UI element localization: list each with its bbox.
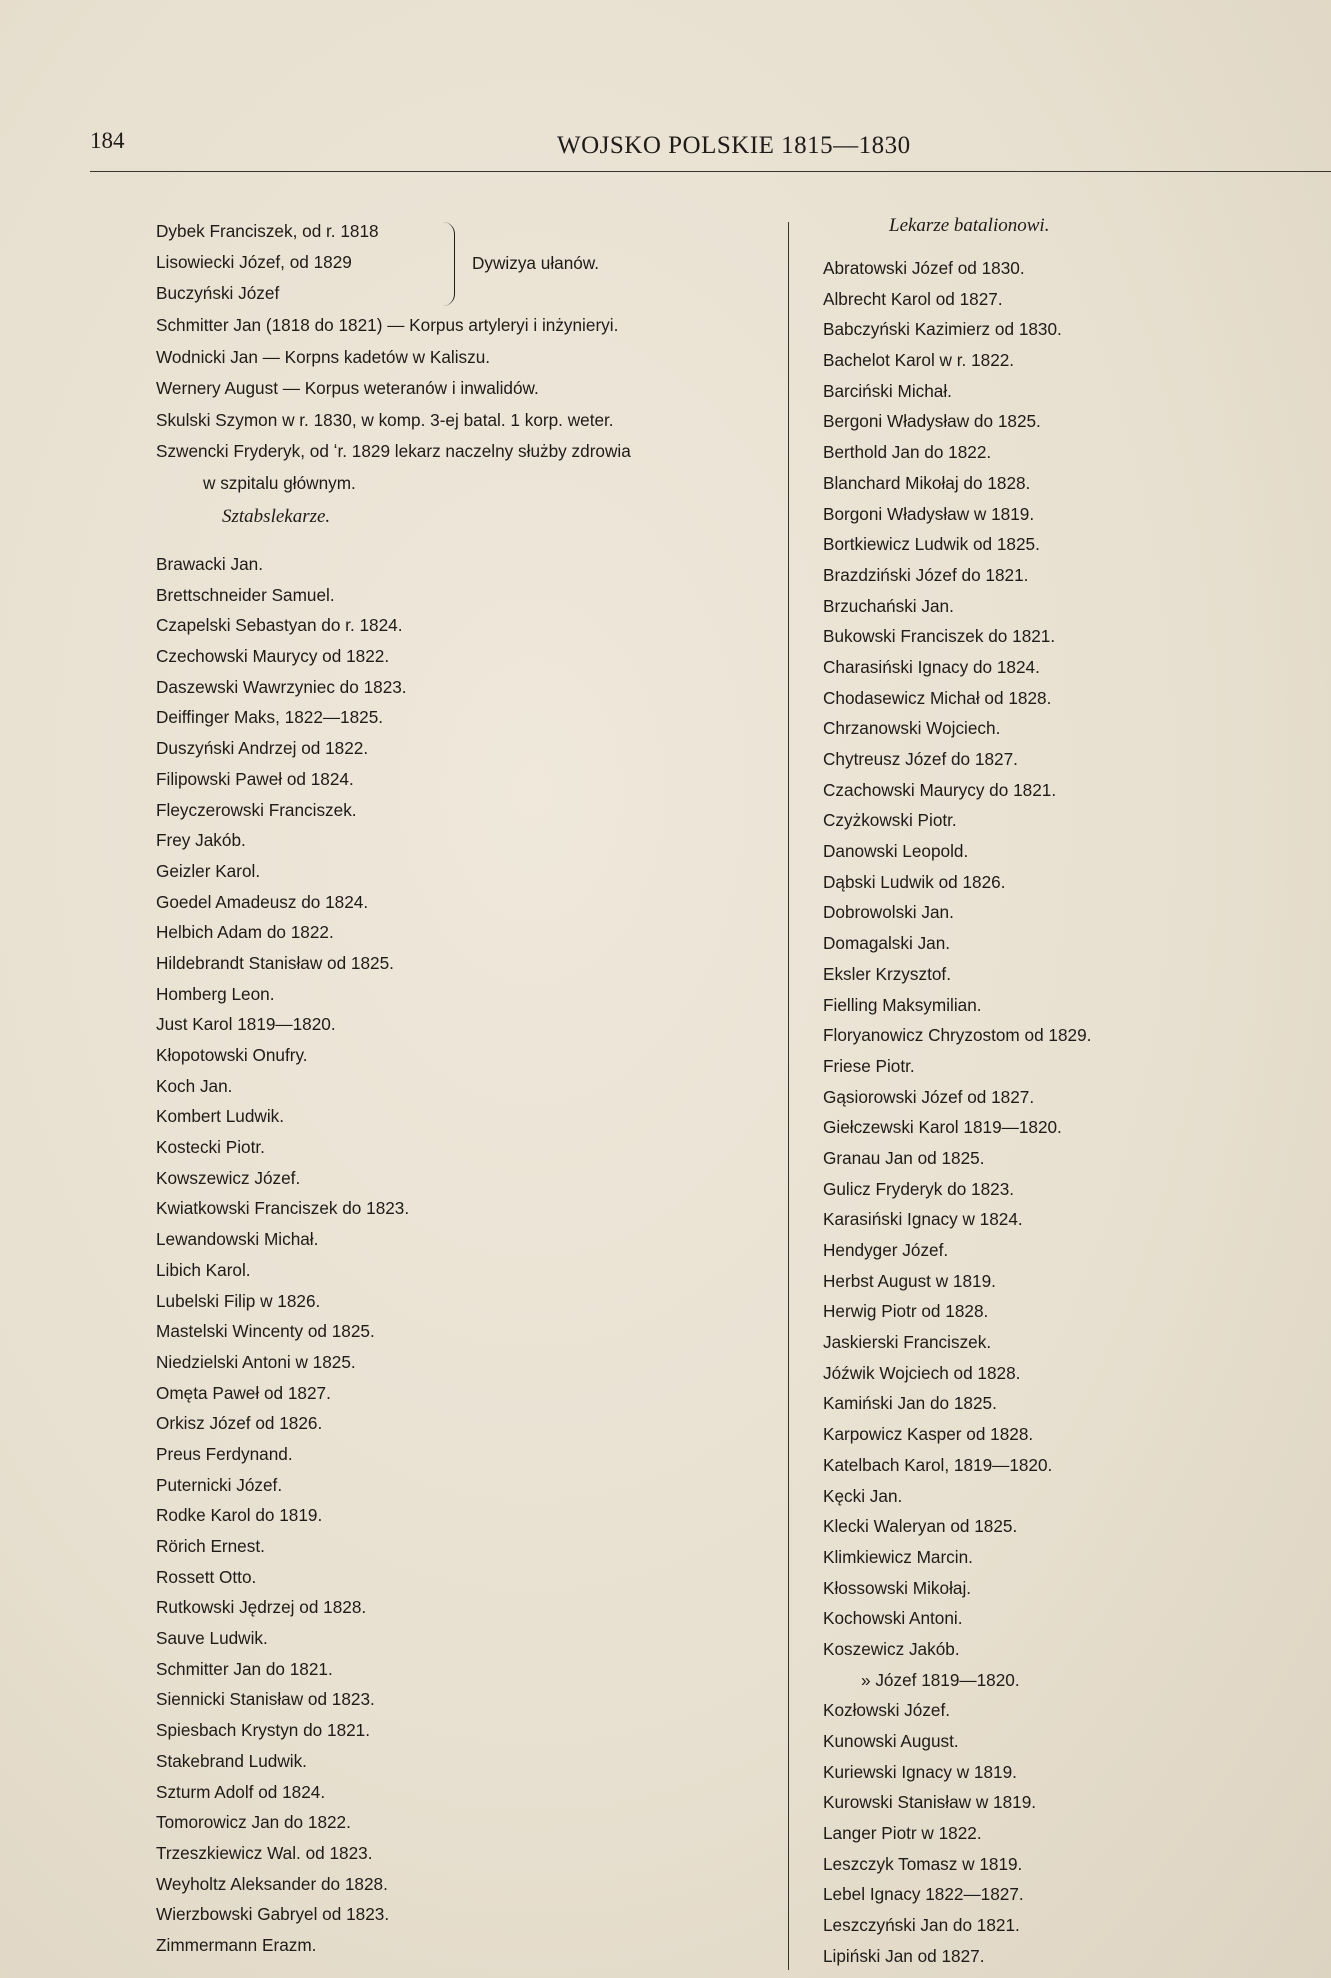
- name-entry: Bukowski Franciszek do 1821.: [823, 626, 1056, 647]
- name-entry: Duszyński Andrzej od 1822.: [156, 738, 369, 759]
- intro-entry: Skulski Szymon w r. 1830, w komp. 3-ej batal. 1 korp. weter.: [156, 409, 614, 430]
- name-entry: Homberg Leon.: [156, 983, 275, 1004]
- header-rule: [90, 171, 1331, 172]
- name-entry: Spiesbach Krystyn do 1821.: [156, 1720, 371, 1741]
- name-entry: Blanchard Mikołaj do 1828.: [823, 472, 1031, 493]
- name-entry: Dąbski Ludwik od 1826.: [823, 871, 1006, 892]
- name-entry: Herwig Piotr od 1828.: [823, 1301, 989, 1322]
- name-entry: Brettschneider Samuel.: [156, 584, 335, 605]
- name-entry: Brawacki Jan.: [156, 554, 263, 574]
- intro-entry: Wodnicki Jan — Korpns kadetów w Kaliszu.: [156, 346, 491, 367]
- section-title-lekarze: Lekarze batalionowi.: [889, 215, 1050, 236]
- name-entry: Kamiński Jan do 1825.: [823, 1393, 997, 1414]
- name-entry: Czyżkowski Piotr.: [823, 810, 957, 831]
- name-entry: Karpowicz Kasper od 1828.: [823, 1424, 1034, 1445]
- name-entry: Hendyger Józef.: [823, 1240, 949, 1260]
- running-head: WOJSKO POLSKIE 1815—1830: [557, 132, 911, 159]
- page-number: 184: [90, 128, 125, 153]
- name-entry: Karasiński Ignacy w 1824.: [823, 1209, 1023, 1230]
- name-entry: Goedel Amadeusz do 1824.: [156, 891, 369, 912]
- name-entry: Berthold Jan do 1822.: [823, 442, 992, 463]
- name-entry: Lipiński Jan od 1827.: [823, 1945, 985, 1966]
- name-entry: Preus Ferdynand.: [156, 1443, 293, 1464]
- name-entry: Bergoni Władysław do 1825.: [823, 411, 1041, 432]
- column-divider: [788, 222, 789, 1970]
- name-entry: Libich Karol.: [156, 1259, 251, 1280]
- name-entry: Danowski Leopold.: [823, 841, 969, 862]
- left-name-list: [156, 549, 409, 1961]
- name-entry: Dobrowolski Jan.: [823, 902, 954, 923]
- name-entry: Filipowski Paweł od 1824.: [156, 768, 354, 789]
- name-entry: Kombert Ludwik.: [156, 1106, 285, 1127]
- name-entry: Rossett Otto.: [156, 1566, 257, 1587]
- name-entry: Czachowski Maurycy do 1821.: [823, 779, 1057, 800]
- name-entry: » Józef 1819—1820.: [861, 1669, 1020, 1690]
- brace-item: Dybek Franciszek, od r. 1818: [156, 221, 379, 241]
- name-entry: Rörich Ernest.: [156, 1536, 265, 1556]
- name-entry: Kwiatkowski Franciszek do 1823.: [156, 1198, 410, 1219]
- name-entry: Domagalski Jan.: [823, 933, 951, 954]
- name-entry: Hildebrandt Stanisław od 1825.: [156, 952, 394, 973]
- name-entry: Chodasewicz Michał od 1828.: [823, 687, 1052, 708]
- name-entry: Kozłowski Józef.: [823, 1700, 951, 1721]
- brace-item: Lisowiecki Józef, od 1829: [156, 252, 352, 272]
- name-entry: Chytreusz Józef do 1827.: [823, 749, 1018, 769]
- name-entry: Katelbach Karol, 1819—1820.: [823, 1454, 1053, 1475]
- name-entry: Fleyczerowski Franciszek.: [156, 799, 357, 820]
- name-entry: Koch Jan.: [156, 1075, 233, 1096]
- name-entry: Kłopotowski Onufry.: [156, 1045, 308, 1065]
- name-entry: Tomorowicz Jan do 1822.: [156, 1812, 351, 1833]
- intro-entry: Schmitter Jan (1818 do 1821) — Korpus artyleryi i inżynieryi.: [156, 315, 619, 335]
- name-entry: Orkisz Józef od 1826.: [156, 1413, 323, 1434]
- name-entry: Bortkiewicz Ludwik od 1825.: [823, 534, 1040, 555]
- name-entry: Stakebrand Ludwik.: [156, 1750, 307, 1771]
- name-entry: Granau Jan od 1825.: [823, 1147, 985, 1168]
- name-entry: Geizler Karol.: [156, 860, 261, 881]
- name-entry: Kęcki Jan.: [823, 1485, 903, 1506]
- name-entry: Leszczyński Jan do 1821.: [823, 1915, 1020, 1936]
- name-entry: Jóźwik Wojciech od 1828.: [823, 1362, 1021, 1383]
- name-entry: Giełczewski Karol 1819—1820.: [823, 1117, 1062, 1138]
- name-entry: Charasiński Ignacy do 1824.: [823, 656, 1040, 677]
- name-entry: Lewandowski Michał.: [156, 1229, 319, 1250]
- name-entry: Herbst August w 1819.: [823, 1270, 996, 1291]
- name-entry: Helbich Adam do 1822.: [156, 922, 334, 943]
- name-entry: Koszewicz Jakób.: [823, 1638, 960, 1659]
- section-title-sztabslekarze: Sztabslekarze.: [222, 506, 331, 527]
- name-entry: Niedzielski Antoni w 1825.: [156, 1351, 356, 1372]
- name-entry: Czechowski Maurycy od 1822.: [156, 646, 390, 667]
- name-entry: Floryanowicz Chryzostom od 1829.: [823, 1025, 1092, 1046]
- name-entry: Kurowski Stanisław w 1819.: [823, 1792, 1037, 1813]
- intro-entry: Wernery August — Korpus weteranów i inwalidów.: [156, 378, 539, 398]
- name-entry: Trzeszkiewicz Wal. od 1823.: [156, 1842, 373, 1863]
- name-entry: Gulicz Fryderyk do 1823.: [823, 1178, 1015, 1199]
- name-entry: Omęta Paweł od 1827.: [156, 1382, 331, 1403]
- intro-entry: Szwencki Fryderyk, od ʻr. 1829 lekarz naczelny służby zdrowia: [156, 441, 631, 461]
- name-entry: Deiffinger Maks, 1822—1825.: [156, 707, 384, 728]
- name-entry: Fielling Maksymilian.: [823, 994, 982, 1015]
- name-entry: Friese Piotr.: [823, 1055, 915, 1076]
- name-entry: Chrzanowski Wojciech.: [823, 718, 1001, 739]
- name-entry: Daszewski Wawrzyniec do 1823.: [156, 676, 407, 697]
- name-entry: Brazdziński Józef do 1821.: [823, 564, 1029, 585]
- name-entry: Babczyński Kazimierz od 1830.: [823, 319, 1062, 340]
- name-entry: Kunowski August.: [823, 1731, 959, 1751]
- name-entry: Lubelski Filip w 1826.: [156, 1290, 321, 1311]
- name-entry: Sauve Ludwik.: [156, 1628, 268, 1649]
- name-entry: Siennicki Stanisław od 1823.: [156, 1689, 375, 1710]
- name-entry: Albrecht Karol od 1827.: [823, 288, 1003, 309]
- name-entry: Mastelski Wincenty od 1825.: [156, 1321, 375, 1342]
- name-entry: Kochowski Antoni.: [823, 1608, 963, 1629]
- name-entry: Weyholtz Aleksander do 1828.: [156, 1873, 388, 1894]
- name-entry: Just Karol 1819—1820.: [156, 1014, 336, 1035]
- name-entry: Zimmermann Erazm.: [156, 1934, 317, 1955]
- brace-label: Dywizya ułanów.: [472, 253, 600, 273]
- name-entry: Kostecki Piotr.: [156, 1137, 265, 1158]
- name-entry: Kowszewicz Józef.: [156, 1167, 301, 1188]
- right-name-list: [823, 253, 1091, 1972]
- name-entry: Langer Piotr w 1822.: [823, 1823, 982, 1844]
- name-entry: Czapelski Sebastyan do r. 1824.: [156, 615, 403, 636]
- name-entry: Gąsiorowski Józef od 1827.: [823, 1086, 1035, 1107]
- brace-group: [156, 216, 776, 310]
- name-entry: Kłossowski Mikołaj.: [823, 1577, 972, 1598]
- curly-brace: [442, 222, 455, 306]
- name-entry: Eksler Krzysztof.: [823, 963, 951, 984]
- name-entry: Kuriewski Ignacy w 1819.: [823, 1761, 1017, 1782]
- name-entry: Szturm Adolf od 1824.: [156, 1781, 326, 1802]
- name-entry: Jaskierski Franciszek.: [823, 1332, 992, 1353]
- name-entry: Rodke Karol do 1819.: [156, 1505, 323, 1526]
- name-entry: Puternicki Józef.: [156, 1474, 283, 1495]
- name-entry: Leszczyk Tomasz w 1819.: [823, 1853, 1023, 1874]
- name-entry: Schmitter Jan do 1821.: [156, 1658, 333, 1679]
- name-entry: Borgoni Władysław w 1819.: [823, 503, 1035, 524]
- name-entry: Klimkiewicz Marcin.: [823, 1546, 973, 1567]
- name-entry: Wierzbowski Gabryel od 1823.: [156, 1904, 390, 1925]
- name-entry: Lebel Ignacy 1822—1827.: [823, 1884, 1024, 1905]
- name-entry: Brzuchański Jan.: [823, 595, 954, 616]
- left-intro-block: [156, 216, 776, 499]
- name-entry: Rutkowski Jędrzej od 1828.: [156, 1597, 367, 1618]
- brace-item: Buczyński Józef: [156, 283, 280, 303]
- intro-entry: w szpitalu głównym.: [203, 472, 356, 493]
- name-entry: Klecki Waleryan od 1825.: [823, 1516, 1018, 1537]
- name-entry: Barciński Michał.: [823, 380, 952, 401]
- name-entry: Frey Jakób.: [156, 830, 246, 851]
- name-entry: Abratowski Józef od 1830.: [823, 258, 1025, 278]
- name-entry: Bachelot Karol w r. 1822.: [823, 350, 1015, 371]
